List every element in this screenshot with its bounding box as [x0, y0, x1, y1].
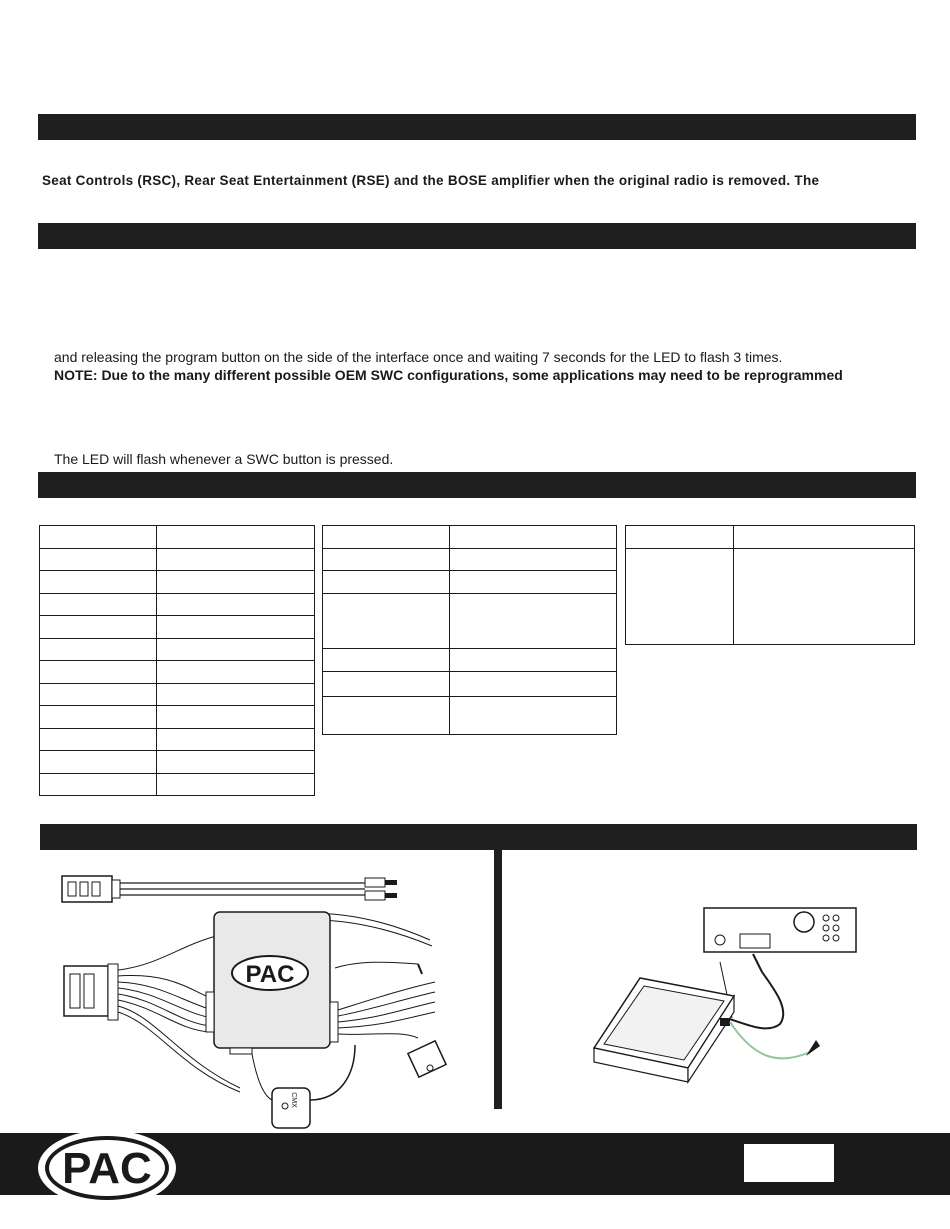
cmx-remote	[272, 1088, 310, 1128]
footer-logo-text: PAC	[62, 1144, 152, 1193]
section-header-bar-3	[38, 472, 916, 498]
pac-logo	[36, 1128, 178, 1208]
radio-connection-diagram	[510, 850, 920, 1110]
swc-note-text: NOTE: Due to the many different possible OEM SWC configurations, some applications may need to be reprogrammed	[54, 367, 843, 383]
main-connector-icon	[64, 964, 118, 1020]
radio-back-panel	[704, 908, 856, 952]
diagram-divider	[494, 850, 502, 1109]
page-number-box	[744, 1144, 834, 1182]
wiring-table-1	[39, 525, 315, 796]
relay-icon	[408, 1041, 446, 1077]
section-header-bar-1	[38, 114, 916, 140]
section-header-bar-2	[38, 223, 916, 249]
interface-module	[206, 912, 338, 1054]
section-header-bar-4	[40, 824, 917, 850]
wiring-table-2	[322, 525, 617, 735]
small-connector-icon	[62, 876, 120, 902]
program-instruction-text: and releasing the program button on the side of the interface once and waiting 7 seconds for the LED to flash 3 times.	[54, 349, 783, 365]
intro-text: Seat Controls (RSC), Rear Seat Entertainment (RSE) and the BOSE amplifier when the original radio is removed. The	[42, 173, 820, 188]
interface-module-right	[594, 978, 734, 1082]
rca-plug-icon	[365, 878, 397, 900]
wiring-table-3	[625, 525, 915, 645]
harness-diagram	[40, 850, 490, 1130]
remote-label: CMX	[290, 1092, 297, 1108]
led-flash-text: The LED will flash whenever a SWC button is pressed.	[54, 451, 394, 467]
module-logo: PAC	[245, 961, 295, 988]
